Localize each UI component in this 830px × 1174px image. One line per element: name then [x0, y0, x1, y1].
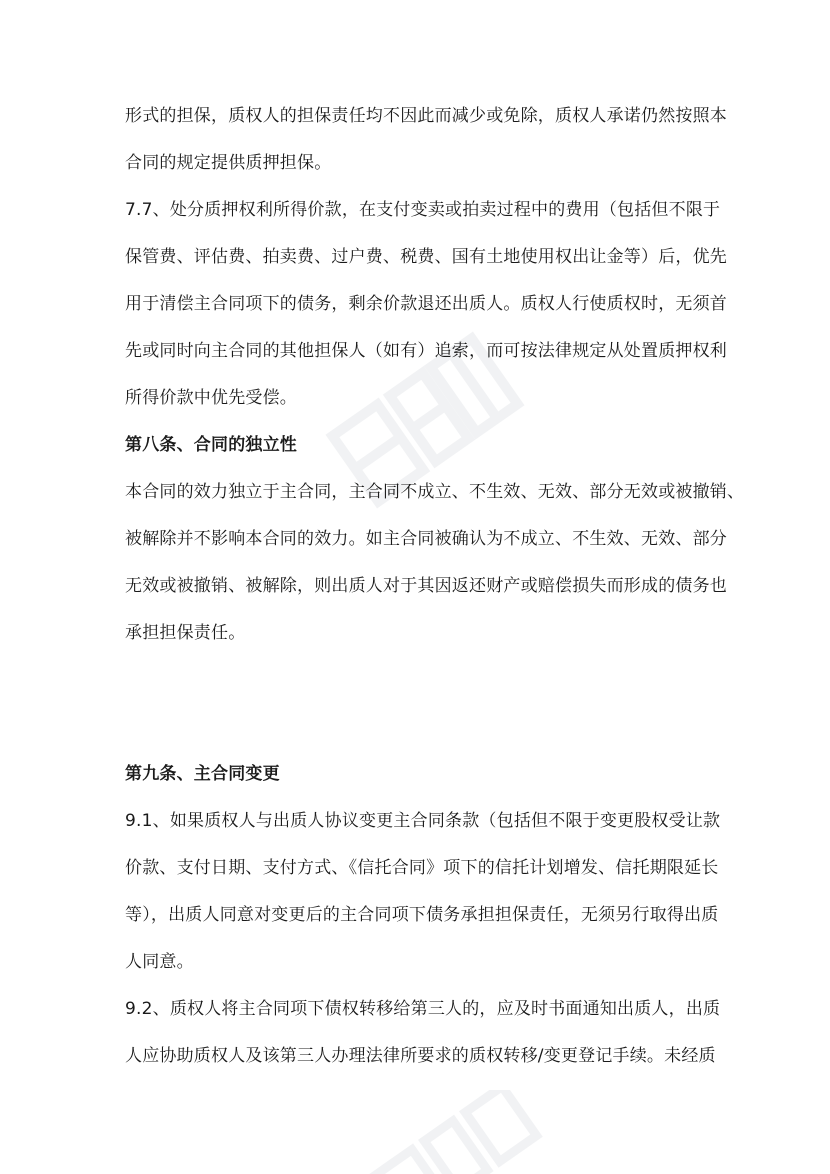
section-heading-article-8: 第八条、合同的独立性 [125, 435, 297, 455]
paragraph-line: 人同意。 [125, 952, 194, 972]
paragraph-line: 等），出质人同意对变更后的主合同项下债务承担担保责任，无须另行取得出质 [125, 905, 719, 925]
watermark-logo-bottom [345, 1090, 565, 1174]
paragraph-line: 7.7、处分质押权利所得价款，在支付变卖或拍卖过程中的费用（包括但不限于 [125, 200, 721, 220]
paragraph-line: 保管费、评估费、拍卖费、过户费、税费、国有土地使用权出让金等）后，优先 [125, 247, 727, 267]
paragraph-line: 合同的规定提供质押担保。 [125, 153, 332, 173]
paragraph-line: 所得价款中优先受偿。 [125, 388, 297, 408]
watermark-logo [305, 300, 545, 540]
paragraph-line: 人应协助质权人及该第三人办理法律所要求的质权转移/变更登记手续。未经质 [125, 1046, 716, 1066]
paragraph-line: 承担担保责任。 [125, 623, 246, 643]
paragraph-line: 本合同的效力独立于主合同，主合同不成立、不生效、无效、部分无效或被撤销、 [125, 482, 745, 502]
section-heading-article-9: 第九条、主合同变更 [125, 764, 280, 784]
paragraph-line: 用于清偿主合同项下的债务，剩余价款退还出质人。质权人行使质权时，无须首 [125, 294, 727, 314]
paragraph-line: 9.1、如果质权人与出质人协议变更主合同条款（包括但不限于变更股权受让款 [125, 811, 721, 831]
paragraph-line: 形式的担保，质权人的担保责任均不因此而减少或免除，质权人承诺仍然按照本 [125, 106, 727, 126]
paragraph-line: 价款、支付日期、支付方式、《信托合同》项下的信托计划增发、信托期限延长 [125, 858, 719, 878]
paragraph-line: 被解除并不影响本合同的效力。如主合同被确认为不成立、不生效、无效、部分 [125, 529, 727, 549]
paragraph-line: 无效或被撤销、被解除，则出质人对于其因返还财产或赔偿损失而形成的债务也 [125, 576, 727, 596]
paragraph-line: 先或同时向主合同的其他担保人（如有）追索，而可按法律规定从处置质押权利 [125, 341, 727, 361]
paragraph-line: 9.2、质权人将主合同项下债权转移给第三人的，应及时书面通知出质人，出质 [125, 999, 721, 1019]
